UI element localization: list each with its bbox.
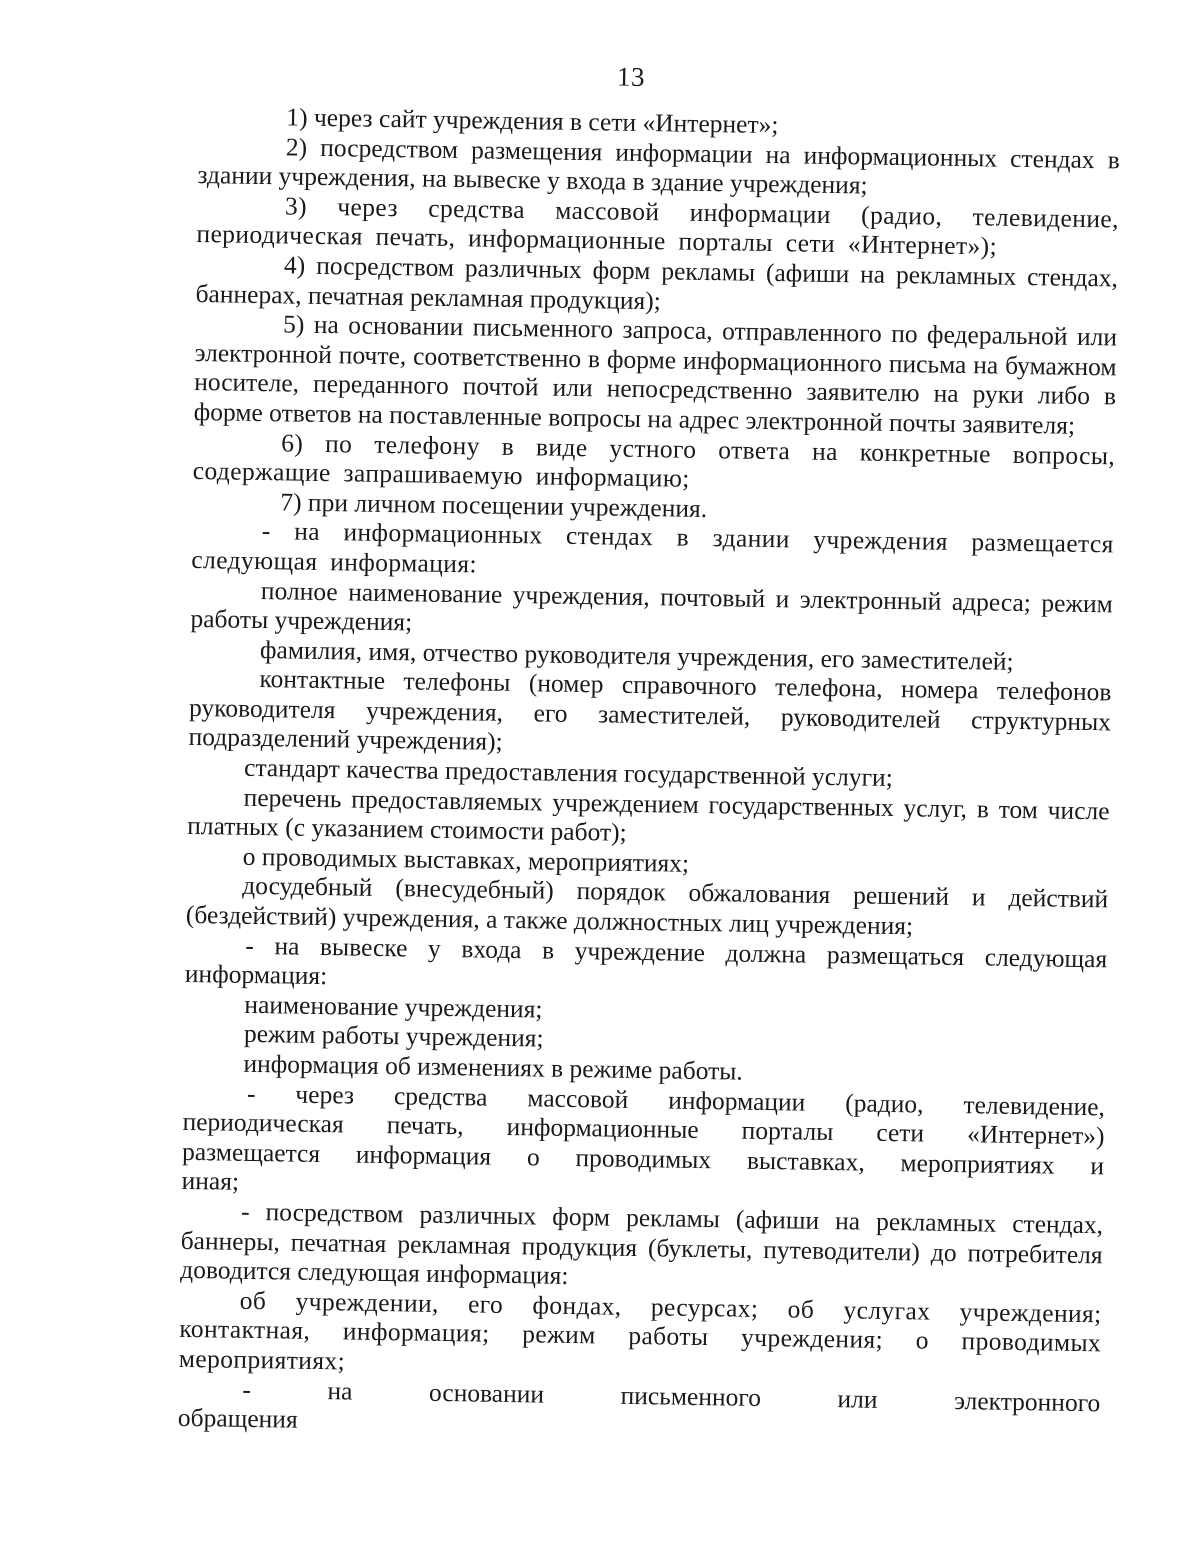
- paragraph-stands-name: полное наименование учреждения, почтовый и электронный адреса; режим работы учреждения;: [190, 575, 1114, 637]
- paragraph-advertising-info: об учреждении, его фондах, ресурсах; об услугах учреждения; контактная, информация; режим работы учреждения; о проводимых мероприятиях;: [178, 1285, 1102, 1376]
- paragraph-sign-name: наименование учреждения;: [244, 989, 543, 1024]
- paragraph-stands-intro: - на информационных стендах в здании учреждения размещается следующая информация:: [191, 516, 1114, 579]
- paragraph-stands-exhibitions: о проводимых выставках, мероприятиях;: [242, 841, 690, 878]
- paragraph-item-2: 2) посредством размещения информации на информационных стендах в здании учреждения, на вывеске у входа в здание учреждения;: [197, 131, 1121, 200]
- paragraph-item-1: 1) через сайт учреждения в сети «Интернет»;: [286, 102, 779, 140]
- paragraph-advertising: - посредством различных форм рекламы (афиши на рекламных стендах, баннеры, печатная рекламная продукция (буклеты, путеводители) до потребителя доводится следующая информация:: [180, 1196, 1104, 1291]
- paragraph-stands-services: перечень предоставляемых учреждением государственных услуг, в том числе платных (с указанием стоимости работ);: [186, 782, 1110, 848]
- paragraph-written-request: - на основании письменного или электронного обращения: [177, 1374, 1101, 1434]
- paragraph-stands-phones: контактные телефоны (номер справочного телефона, номера телефонов руководителя учреждения, его заместителей, руководителей структурных подразделений учреждения);: [188, 664, 1112, 757]
- paragraph-item-5: 5) на основании письменного запроса, отправленного по федеральной или электронной почте, соответственно в форме информационного письма на бумажном носителе, переданного почтой или непосредственно заявителю на руки либо в форме ответов на поставленные вопросы на адрес электронной почты заявителя;: [193, 309, 1118, 440]
- paragraph-item-3: 3) через средства массовой информации (радио, телевидение, периодическая печать, информационные порталы сети «Интернет»);: [196, 191, 1120, 261]
- page-number: 13: [616, 61, 646, 92]
- paragraph-stands-appeal: досудебный (внесудебный) порядок обжалования решений и действий (бездействий) учреждения, а также должностных лиц учреждения;: [185, 871, 1109, 941]
- paragraph-item-4: 4) посредством различных форм рекламы (афиши на рекламных стендах, баннерах, печатная рекламная продукция);: [195, 250, 1119, 315]
- paragraph-item-7: 7) при личном посещении учреждения.: [280, 487, 708, 523]
- paragraph-media: - через средства массовой информации (радио, телевидение, периодическая печать, информационные порталы сети «Интернет») размещается информация о проводимых выставках, мероприятиях и иная;: [181, 1078, 1106, 1197]
- paragraph-item-6: 6) по телефону в виде устного ответа на конкретные вопросы, содержащие запрашиваемую информацию;: [192, 427, 1116, 493]
- paragraph-stands-standard: стандарт качества предоставления государственной услуги;: [243, 752, 894, 793]
- document-body: [178, 101, 1121, 1447]
- paragraph-sign-hours: режим работы учреждения;: [243, 1019, 544, 1053]
- paragraph-sign-intro: - на вывеске у входа в учреждение должна размещаться следующая информация:: [184, 930, 1108, 991]
- paragraph-stands-director: фамилия, имя, отчество руководителя учреждения, его заместителей;: [259, 634, 1014, 676]
- paragraph-sign-changes: информация об изменениях в режиме работы.: [243, 1048, 743, 1086]
